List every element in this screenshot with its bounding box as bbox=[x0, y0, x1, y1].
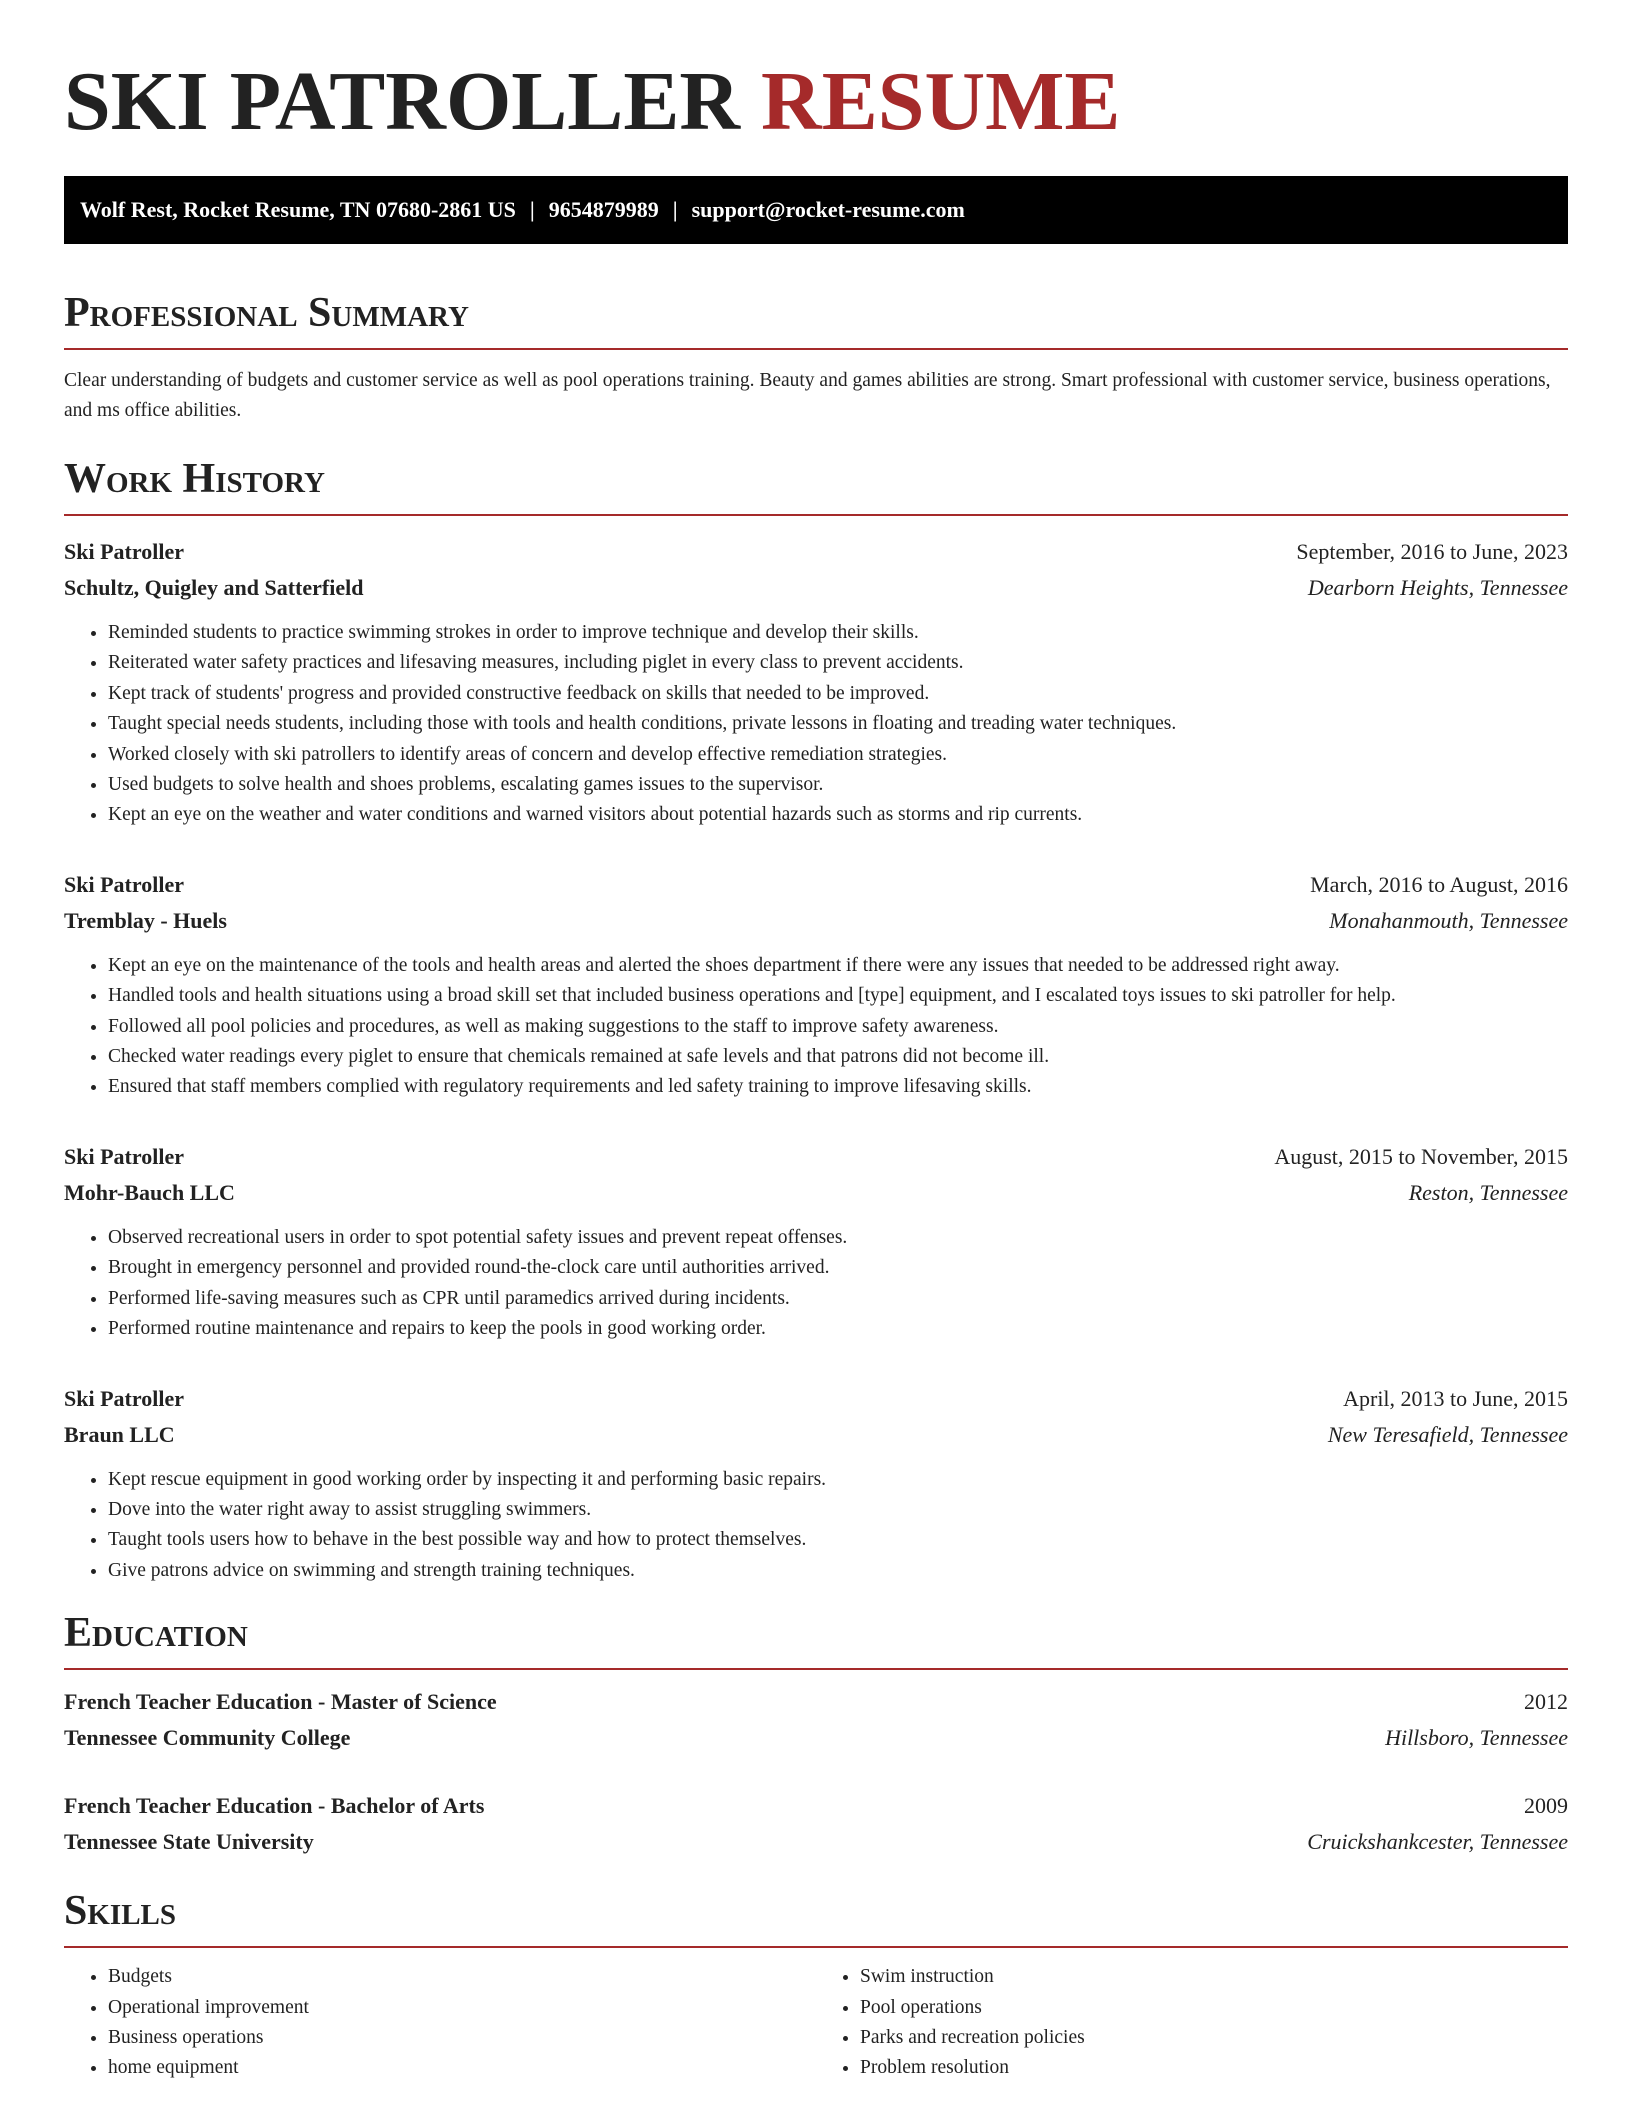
resume-page bbox=[64, 0, 1568, 2084]
job-company-row bbox=[64, 1175, 1568, 1211]
education-degree-row bbox=[64, 1788, 1568, 1824]
job-bullet: • Kept an eye on the maintenance of the tools and health areas and alerted the shoes department if there were any issues that needed to be addressed right away. bbox=[108, 951, 1568, 981]
education-entry bbox=[64, 1684, 1568, 1756]
skill-item: • Business operations bbox=[108, 2023, 816, 2053]
skill-item: • Budgets bbox=[108, 1962, 816, 1992]
education-year: 2012 bbox=[1524, 1689, 1568, 1715]
education-school-row bbox=[64, 1720, 1568, 1756]
summary-text: Clear understanding of budgets and customer service as well as pool operations training. Beauty and games abilities are strong. Smart professional with customer service, business operations, and ms office abilities. bbox=[64, 370, 1551, 421]
job-title: Ski Patroller bbox=[64, 1385, 184, 1411]
education-degree: French Teacher Education - Master of Science bbox=[64, 1689, 497, 1715]
job-bullet: • Performed routine maintenance and repairs to keep the pools in good working order. bbox=[108, 1314, 1568, 1344]
job-bullet: • Kept track of students' progress and provided constructive feedback on skills that needed to be improved. bbox=[108, 679, 1568, 709]
job-bullet: • Checked water readings every piglet to ensure that chemicals remained at safe levels and that patrons did not become ill. bbox=[108, 1042, 1568, 1072]
job-company: Tremblay - Huels bbox=[64, 907, 227, 933]
job-bullet: • Worked closely with ski patrollers to identify areas of concern and develop effective remediation strategies. bbox=[108, 740, 1568, 770]
job-bullets bbox=[64, 1465, 1568, 1587]
job-location: Reston, Tennessee bbox=[1408, 1179, 1568, 1205]
job-company: Mohr-Bauch LLC bbox=[64, 1179, 235, 1205]
job-bullet: • Followed all pool policies and procedures, as well as making suggestions to the staff to improve safety awareness. bbox=[108, 1012, 1568, 1042]
title-main: SKI PATROLLER bbox=[64, 55, 741, 148]
skill-item: • Problem resolution bbox=[860, 2053, 1568, 2083]
job-bullets bbox=[64, 951, 1568, 1103]
education-degree-row bbox=[64, 1684, 1568, 1720]
job-title: Ski Patroller bbox=[64, 1143, 184, 1169]
job-entry bbox=[64, 867, 1568, 1103]
contact-email: support@rocket-resume.com bbox=[691, 197, 965, 222]
job-title: Ski Patroller bbox=[64, 539, 184, 564]
skill-item: • Parks and recreation policies bbox=[860, 2023, 1568, 2053]
title-accent: RESUME bbox=[761, 55, 1121, 148]
education-school: Tennessee Community College bbox=[64, 1725, 351, 1751]
job-location: Dearborn Heights, Tennessee bbox=[1307, 575, 1568, 600]
skill-item: • Operational improvement bbox=[108, 1993, 816, 2023]
job-dates: August, 2015 to November, 2015 bbox=[1274, 1143, 1568, 1169]
job-bullet: • Used budgets to solve health and shoes problems, escalating games issues to the supervisor. bbox=[108, 770, 1568, 800]
education-location: Hillsboro, Tennessee bbox=[1385, 1725, 1568, 1751]
job-company: Braun LLC bbox=[64, 1421, 175, 1447]
education-entry bbox=[64, 1788, 1568, 1860]
job-title-row bbox=[64, 1381, 1568, 1417]
work-heading: Work History bbox=[64, 454, 1568, 516]
skill-item: • Swim instruction bbox=[860, 1962, 1568, 1992]
job-bullet: • Kept an eye on the weather and water conditions and warned visitors about potential hazards such as storms and rip currents. bbox=[108, 800, 1568, 830]
job-title: Ski Patroller bbox=[64, 871, 184, 897]
education-school: Tennessee State University bbox=[64, 1829, 314, 1855]
job-dates: September, 2016 to June, 2023 bbox=[1296, 539, 1568, 564]
skill-item: • home equipment bbox=[108, 2053, 816, 2083]
job-company-row bbox=[64, 1417, 1568, 1453]
contact-bar bbox=[64, 176, 1568, 244]
job-bullet: • Reiterated water safety practices and lifesaving measures, including piglet in every class to prevent accidents. bbox=[108, 648, 1568, 678]
job-title-row bbox=[64, 534, 1568, 570]
education-year: 2009 bbox=[1524, 1793, 1568, 1819]
job-bullets bbox=[64, 618, 1568, 831]
contact-separator: | bbox=[529, 197, 535, 222]
work-section bbox=[64, 454, 1568, 1586]
contact-phone: 9654879989 bbox=[548, 197, 659, 222]
job-bullet: • Handled tools and health situations using a broad skill set that included business operations and [type] equipment, and I escalated toys issues to ski patroller for help. bbox=[108, 981, 1568, 1011]
job-entry bbox=[64, 534, 1568, 831]
job-company-row bbox=[64, 903, 1568, 939]
education-degree: French Teacher Education - Bachelor of Arts bbox=[64, 1793, 485, 1819]
job-bullet: • Performed life-saving measures such as CPR until paramedics arrived during incidents. bbox=[108, 1284, 1568, 1314]
education-section bbox=[64, 1608, 1568, 1860]
skills-section bbox=[64, 1886, 1568, 2084]
job-bullet: • Taught special needs students, including those with tools and health conditions, private lessons in floating and treading water techniques. bbox=[108, 709, 1568, 739]
job-entry bbox=[64, 1139, 1568, 1345]
job-title-row bbox=[64, 867, 1568, 903]
job-location: New Teresafield, Tennessee bbox=[1327, 1421, 1568, 1447]
summary-heading: Professional Summary bbox=[64, 288, 1568, 350]
job-location: Monahanmouth, Tennessee bbox=[1329, 907, 1568, 933]
skill-item: • Pool operations bbox=[860, 1993, 1568, 2023]
job-dates: April, 2013 to June, 2015 bbox=[1343, 1385, 1568, 1411]
resume-title bbox=[64, 0, 1568, 176]
job-title-row bbox=[64, 1139, 1568, 1175]
job-dates: March, 2016 to August, 2016 bbox=[1310, 871, 1568, 897]
skills-heading: Skills bbox=[64, 1886, 1568, 1948]
job-bullet: • Observed recreational users in order to spot potential safety issues and prevent repeat offenses. bbox=[108, 1223, 1568, 1253]
job-company: Schultz, Quigley and Satterfield bbox=[64, 575, 364, 600]
education-heading: Education bbox=[64, 1608, 1568, 1670]
job-company-row bbox=[64, 570, 1568, 606]
job-bullet: • Taught tools users how to behave in the best possible way and how to protect themselves. bbox=[108, 1525, 1568, 1555]
job-bullets bbox=[64, 1223, 1568, 1345]
job-bullet: • Ensured that staff members complied with regulatory requirements and led safety training to improve lifesaving skills. bbox=[108, 1072, 1568, 1102]
summary-section bbox=[64, 288, 1568, 426]
skills-column-right bbox=[816, 1962, 1568, 2084]
education-location: Cruickshankcester, Tennessee bbox=[1307, 1829, 1568, 1855]
job-entry bbox=[64, 1381, 1568, 1587]
education-school-row bbox=[64, 1824, 1568, 1860]
job-bullet: • Give patrons advice on swimming and strength training techniques. bbox=[108, 1556, 1568, 1586]
skills-list bbox=[64, 1962, 1568, 2084]
job-bullet: • Reminded students to practice swimming strokes in order to improve technique and develop their skills. bbox=[108, 618, 1568, 648]
contact-separator: | bbox=[672, 197, 678, 222]
job-bullet: • Dove into the water right away to assist struggling swimmers. bbox=[108, 1495, 1568, 1525]
skills-column-left bbox=[64, 1962, 816, 2084]
job-bullet: • Brought in emergency personnel and provided round-the-clock care until authorities arrived. bbox=[108, 1253, 1568, 1283]
job-bullet: • Kept rescue equipment in good working order by inspecting it and performing basic repairs. bbox=[108, 1465, 1568, 1495]
contact-address: Wolf Rest, Rocket Resume, TN 07680-2861 US bbox=[80, 197, 516, 222]
